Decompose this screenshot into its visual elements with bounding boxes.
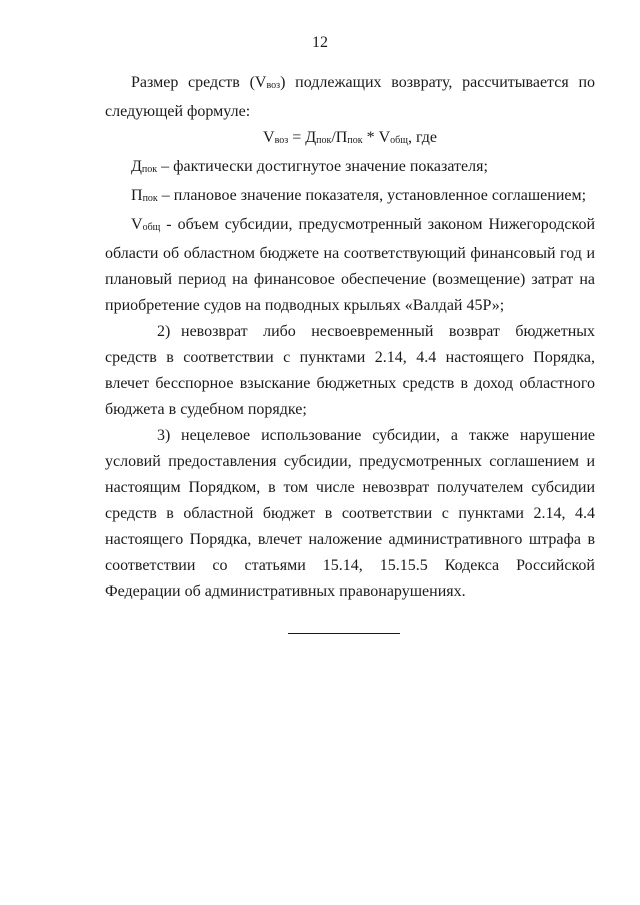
formula-p-sub: пок <box>347 135 363 146</box>
formula-mult: * V <box>362 129 391 146</box>
def-subscript: пок <box>141 164 158 175</box>
definition-p <box>105 183 595 212</box>
def-subscript: общ <box>142 222 161 233</box>
formula-slash: /П <box>331 129 348 146</box>
list-item-number: 2) <box>157 323 171 340</box>
definition-v <box>105 212 595 319</box>
body-text <box>105 70 595 605</box>
list-item-3 <box>105 423 595 605</box>
formula-v: V <box>263 129 275 146</box>
end-separator-line <box>288 633 400 634</box>
intro-subscript: воз <box>266 80 281 91</box>
list-item-number: 3) <box>157 427 171 444</box>
intro-text-after: ) подлежащих возврату, рассчитывается по следующей формуле: <box>105 74 596 120</box>
list-item-2 <box>105 319 595 423</box>
intro-paragraph <box>105 70 595 125</box>
formula-tail: , где <box>407 129 437 146</box>
def-text: – плановое значение показателя, установленное соглашением; <box>157 187 587 204</box>
def-symbol: Д <box>131 158 142 175</box>
def-symbol: П <box>131 187 143 204</box>
page-number: 12 <box>312 34 328 51</box>
formula-v-sub: воз <box>274 135 289 146</box>
def-subscript: пок <box>142 193 158 204</box>
intro-text-before: Размер средств (V <box>131 74 267 91</box>
def-text: – фактически достигнутое значение показателя; <box>157 158 488 175</box>
definition-d <box>105 154 595 183</box>
formula <box>105 125 595 154</box>
formula-eq: = Д <box>288 129 317 146</box>
list-item-text: невозврат либо несвоевременный возврат бюджетных средств в соответствии с пунктами 2.14, 4.4 настоящего Порядка, влечет бесспорное взыскание бюджетных средств в доход областного бюджета в судебном порядке; <box>105 323 595 418</box>
formula-vo-sub: общ <box>390 135 408 146</box>
formula-d-sub: пок <box>316 135 332 146</box>
def-symbol: V <box>131 216 143 233</box>
list-item-text: нецелевое использование субсидии, а также нарушение условий предоставления субсидии, предусмотренных соглашением и настоящим Порядком, в том числе невозврат получателем субсидии средств в областной бюджет в соответствии с пунктами 2.14, 4.4 настоящего Порядка, влечет наложение административного штрафа в соответствии со статьями 15.14, 15.15.5 Кодекса Российской Федерации об административных правонарушениях. <box>105 427 595 600</box>
def-text: - объем субсидии, предусмотренный законом Нижегородской области об областном бюджете на соответствующий финансовый год и плановый период на финансовое обеспечение (возмещение) затрат на приобретение судов на подводных крыльях «Валдай 45Р»; <box>105 216 595 314</box>
